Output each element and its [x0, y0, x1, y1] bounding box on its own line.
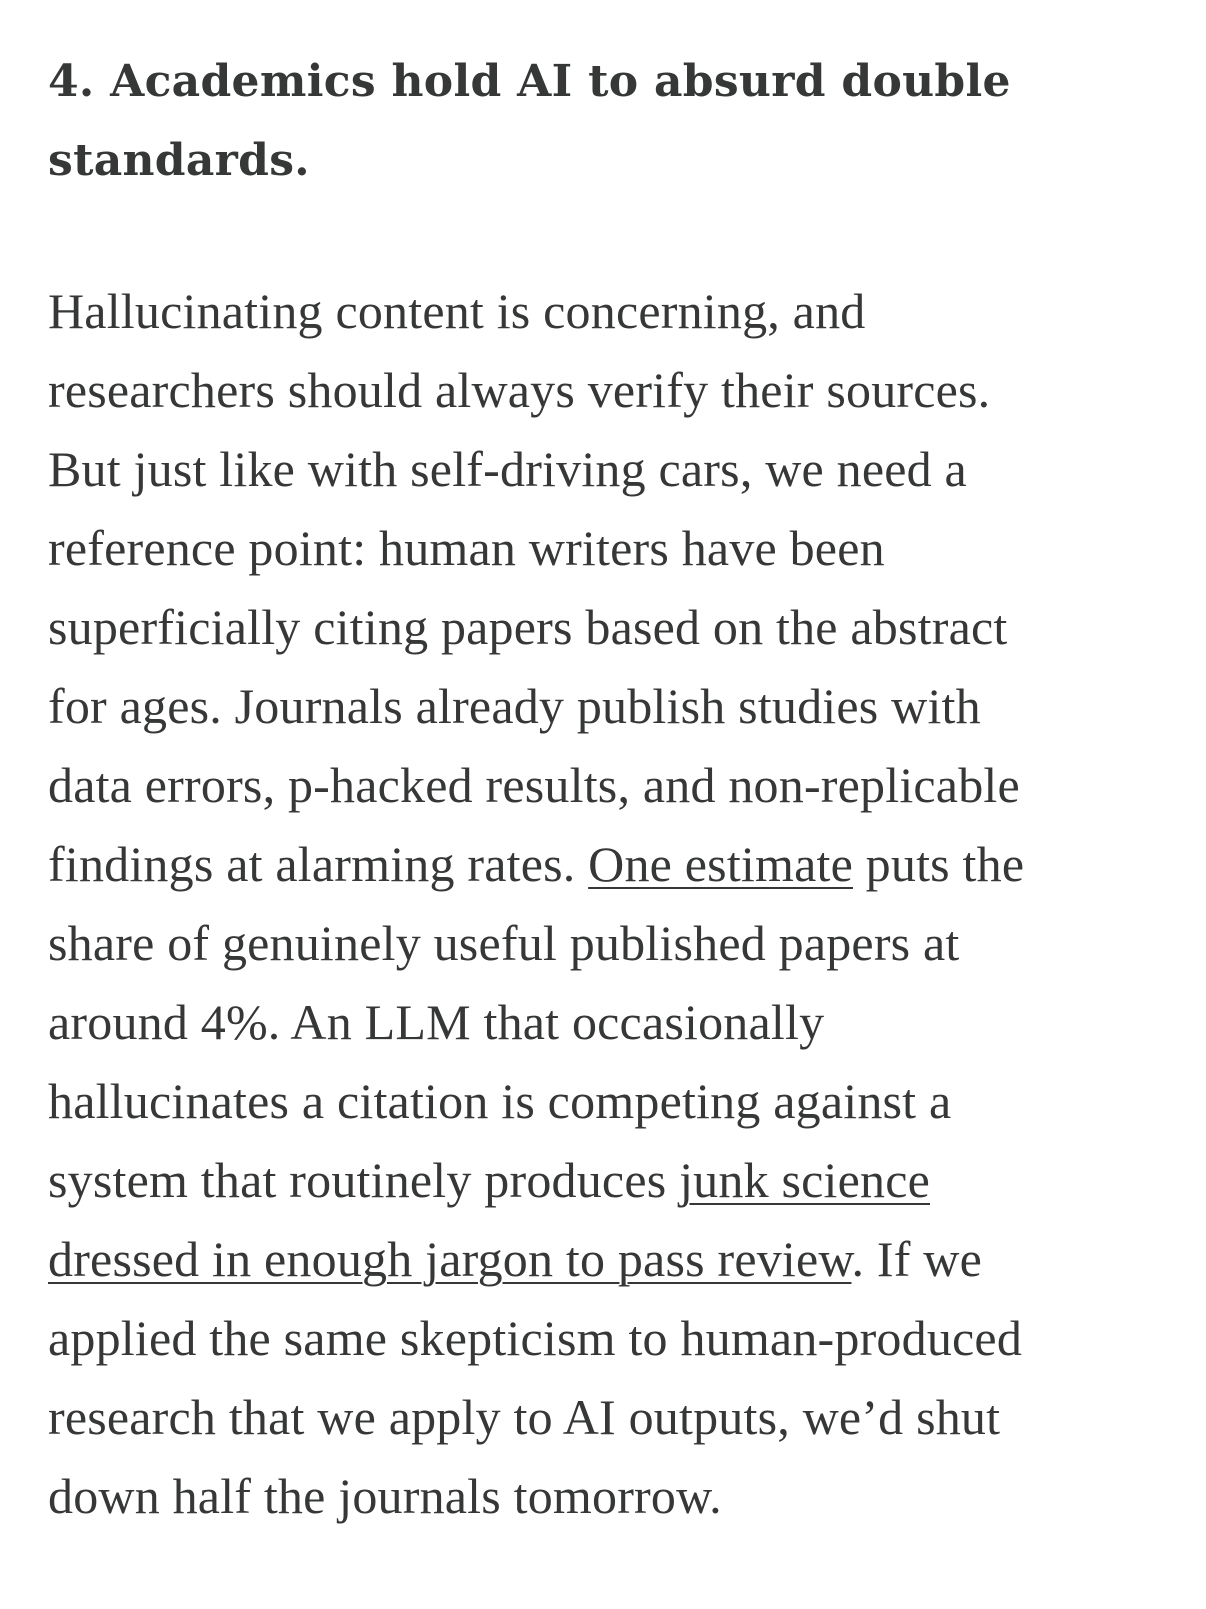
paragraph-text: system that routinely produces: [48, 1152, 680, 1208]
heading-line: 4. Academics hold AI to absurd double: [48, 56, 1011, 107]
paragraph-text: findings at alarming rates.: [48, 836, 589, 892]
paragraph-line: [48, 1220, 1168, 1299]
paragraph-line: down half the journals tomorrow.: [48, 1468, 722, 1524]
paragraph-text: . If we: [851, 1231, 982, 1287]
article-section: [48, 42, 1168, 1536]
section-heading: [48, 42, 1168, 200]
paragraph-line: for ages. Journals already publish studies with: [48, 678, 981, 734]
paragraph-line: Hallucinating content is concerning, and: [48, 283, 866, 339]
paragraph-line: researchers should always verify their sources.: [48, 362, 991, 418]
paragraph-line: share of genuinely useful published papers at: [48, 915, 960, 971]
paragraph-line: data errors, p-hacked results, and non-replicable: [48, 757, 1020, 813]
paragraph-line: around 4%. An LLM that occasionally: [48, 994, 825, 1050]
paragraph-line: [48, 1141, 1168, 1220]
heading-line: standards.: [48, 135, 310, 186]
paragraph-line: superficially citing papers based on the abstract: [48, 599, 1008, 655]
one-estimate-link[interactable]: One estimate: [588, 836, 853, 892]
paragraph-line: hallucinates a citation is competing against a: [48, 1073, 952, 1129]
paragraph-text: puts the: [852, 836, 1025, 892]
paragraph-line: research that we apply to AI outputs, we’d shut: [48, 1389, 1001, 1445]
paragraph-line: applied the same skepticism to human-produced: [48, 1310, 1023, 1366]
junk-science-link-continued[interactable]: dressed in enough jargon to pass review: [48, 1231, 852, 1287]
paragraph-line: But just like with self-driving cars, we need a: [48, 441, 967, 497]
paragraph-line: [48, 825, 1168, 904]
junk-science-link[interactable]: junk science: [679, 1152, 930, 1208]
body-paragraph: [48, 272, 1168, 1536]
paragraph-line: reference point: human writers have been: [48, 520, 885, 576]
